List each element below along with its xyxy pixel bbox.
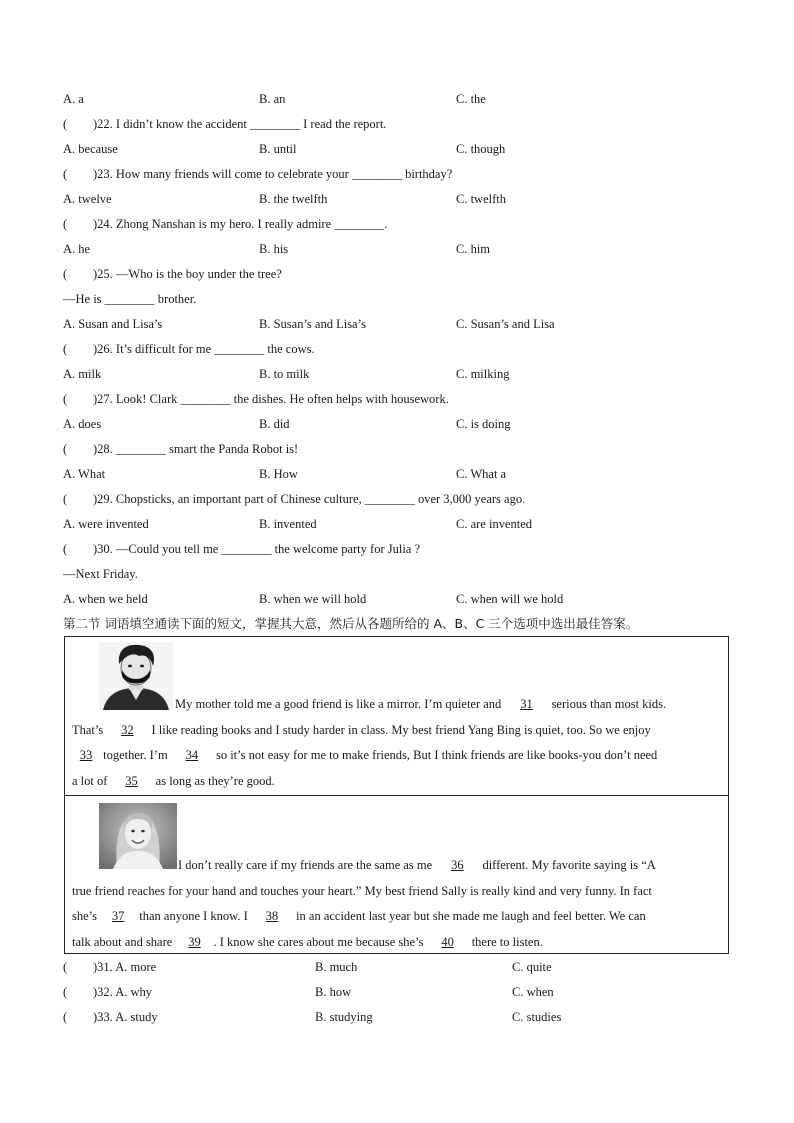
question-28 [63, 437, 743, 462]
text-segment: serious than most kids. [548, 697, 667, 711]
answer-paren: ( [63, 217, 68, 231]
question-32-a [63, 980, 152, 1005]
dialogue-reply: —Next Friday. [63, 567, 138, 581]
text-segment: in an accident last year but she made me laugh and feel better. We can [292, 909, 646, 923]
question-29 [63, 487, 743, 512]
question-text: )28. ________ smart the Panda Robot is! [93, 442, 299, 456]
answer-paren: ( [63, 342, 68, 356]
question-text: )27. Look! Clark ________ the dishes. He often helps with housework. [93, 392, 449, 406]
option-c: C. when will we hold [456, 592, 564, 606]
passage-2-box [64, 795, 729, 954]
option-b: B. how [315, 985, 352, 999]
dialogue-reply: —He is ________ brother. [63, 292, 197, 306]
question-23-options [63, 187, 743, 212]
option-b: B. Susan’s and Lisa’s [259, 317, 366, 331]
option-b: B. did [259, 417, 290, 431]
question-26 [63, 337, 743, 362]
option-a: A. when we held [63, 592, 148, 606]
question-text: )26. It’s difficult for me ________ the cows. [93, 342, 315, 356]
blank-40: 40 [441, 934, 454, 949]
option-a: A. Susan and Lisa’s [63, 317, 163, 331]
question-26-options [63, 362, 743, 387]
text-segment: together. I’m [100, 748, 171, 762]
passage-1-text [72, 692, 724, 794]
question-text: )22. I didn’t know the accident ________ I read the report. [93, 117, 387, 131]
option-a: )31. A. more [93, 960, 157, 974]
question-22 [63, 112, 743, 137]
option-a: )33. A. study [93, 1010, 158, 1024]
question-30-options [63, 587, 743, 612]
option-c: C. when [512, 985, 554, 999]
section-2-title: 第二节 词语填空通读下面的短文，掌握其大意，然后从各题所给的 A、B、C 三个选项中选出最佳答案。 [63, 616, 639, 631]
blank-32: 32 [121, 722, 134, 737]
option-b: B. an [259, 92, 286, 106]
passage-1-line-2 [72, 718, 724, 744]
answer-paren: ( [63, 117, 68, 131]
question-30-reply [63, 562, 743, 587]
option-a: A. a [63, 92, 84, 106]
question-24-options [63, 237, 743, 262]
option-b: B. invented [259, 517, 317, 531]
option-b: B. to milk [259, 367, 310, 381]
answer-paren: ( [63, 1010, 68, 1024]
blank-33: 33 [79, 748, 93, 762]
q21-options [63, 87, 743, 112]
question-27 [63, 387, 743, 412]
option-b: B. his [259, 242, 289, 256]
blank-38: 38 [265, 909, 279, 923]
option-b: B. until [259, 142, 297, 156]
question-29-options [63, 512, 743, 537]
blank-37: 37 [111, 909, 125, 923]
option-c: C. are invented [456, 517, 533, 531]
option-b: B. much [315, 960, 358, 974]
text-segment: different. My favorite saying is “A [479, 858, 656, 872]
question-text: )25. —Who is the boy under the tree? [93, 267, 282, 281]
option-c: C. milking [456, 367, 510, 381]
question-text: )23. How many friends will come to celebrate your ________ birthday? [93, 167, 453, 181]
option-c: C. studies [512, 1010, 562, 1024]
option-b: B. How [259, 467, 298, 481]
answer-paren: ( [63, 392, 68, 406]
passage-2-line-1 [72, 853, 724, 879]
blank-35: 35 [125, 773, 138, 788]
option-a: A. because [63, 142, 118, 156]
option-c: C. is doing [456, 417, 511, 431]
blank-31: 31 [520, 697, 533, 711]
text-segment: than anyone I know. I [136, 909, 251, 923]
passage-1-line-3 [72, 743, 724, 769]
passage-2-line-2: true friend reaches for your hand and touches your heart.” My best friend Sally is really kind and very funny. In fact [72, 883, 652, 898]
option-a: A. What [63, 467, 106, 481]
passage-1-line-4 [72, 769, 724, 795]
answer-paren: ( [63, 985, 68, 999]
text-segment: as long as they’re good. [152, 773, 275, 788]
answer-paren: ( [63, 267, 68, 281]
text-segment: That’s [72, 722, 107, 737]
option-c: C. Susan’s and Lisa [456, 317, 555, 331]
passage-1-box [64, 636, 729, 796]
option-a: A. twelve [63, 192, 112, 206]
text-segment: a lot of [72, 773, 111, 788]
question-28-options [63, 462, 743, 487]
text-segment: there to listen. [468, 934, 543, 949]
answer-paren: ( [63, 960, 68, 974]
question-30 [63, 537, 743, 562]
question-24 [63, 212, 743, 237]
option-a: A. does [63, 417, 102, 431]
text-segment: she’s [72, 909, 101, 923]
blank-36: 36 [451, 858, 464, 872]
question-32-options [63, 980, 743, 1005]
option-b: B. studying [315, 1010, 373, 1024]
question-text: )24. Zhong Nanshan is my hero. I really admire ________. [93, 217, 388, 231]
text-segment: I like reading books and I study harder in class. My best friend Yang Bing is quiet, too. So we enjoy [148, 722, 651, 737]
question-33-options [63, 1005, 743, 1030]
answer-paren: ( [63, 442, 68, 456]
question-27-options [63, 412, 743, 437]
text-segment: I don’t really care if my friends are the same as me [178, 858, 436, 872]
option-b: B. when we will hold [259, 592, 367, 606]
question-25-reply [63, 287, 743, 312]
option-b: B. the twelfth [259, 192, 328, 206]
question-31-options [63, 955, 743, 980]
option-a: A. he [63, 242, 91, 256]
option-a: )32. A. why [93, 985, 153, 999]
question-25 [63, 262, 743, 287]
option-c: C. though [456, 142, 506, 156]
question-25-options [63, 312, 743, 337]
answer-paren: ( [63, 542, 68, 556]
option-c: C. What a [456, 467, 507, 481]
text-segment: talk about and share [72, 934, 176, 949]
question-33-a [63, 1005, 158, 1030]
option-c: C. the [456, 92, 486, 106]
passage-2-text [72, 853, 724, 955]
option-c: C. him [456, 242, 491, 256]
passage-2-line-4 [72, 930, 724, 956]
blank-34: 34 [185, 748, 199, 762]
option-a: A. were invented [63, 517, 149, 531]
question-31-a [63, 955, 156, 980]
question-text: )30. —Could you tell me ________ the welcome party for Julia ? [93, 542, 421, 556]
answer-paren: ( [63, 492, 68, 506]
passage-1-line-1 [72, 692, 724, 718]
option-c: C. twelfth [456, 192, 506, 206]
answer-paren: ( [63, 167, 68, 181]
text-segment: so it’s not easy for me to make friends, But I think friends are like books-you don’t need [212, 748, 658, 762]
blank-39: 39 [188, 934, 201, 949]
question-23 [63, 162, 743, 187]
option-a: A. milk [63, 367, 102, 381]
option-c: C. quite [512, 960, 552, 974]
text-segment: . I know she cares about me because she’s [213, 934, 427, 949]
question-22-options [63, 137, 743, 162]
passage-2-line-3 [72, 904, 724, 930]
text-segment: My mother told me a good friend is like a mirror. I’m quieter and [175, 697, 505, 711]
question-text: )29. Chopsticks, an important part of Chinese culture, ________ over 3,000 years ago. [93, 492, 526, 506]
